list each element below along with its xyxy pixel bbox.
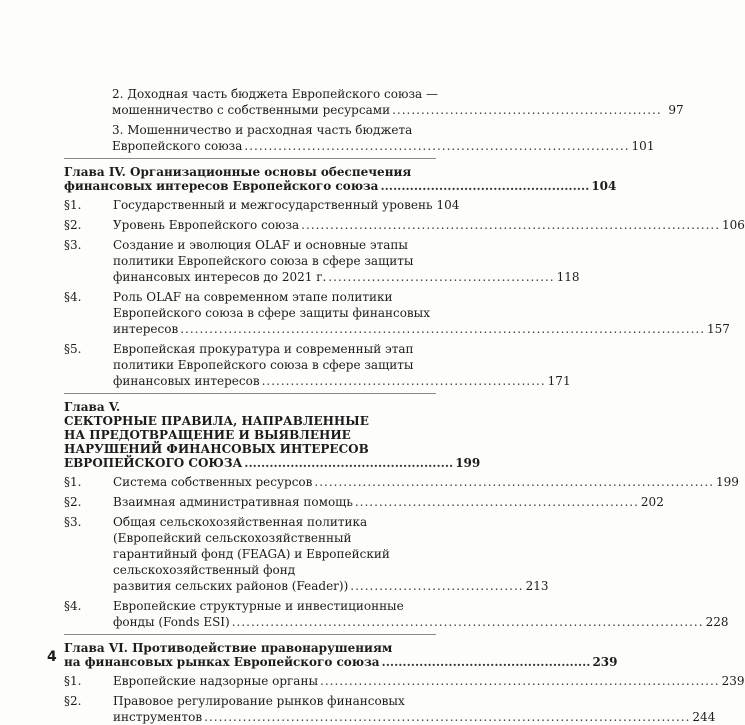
page-ref: 199	[455, 456, 481, 470]
leader-dots: ..................................................	[381, 655, 591, 669]
toc-section-5-3	[64, 514, 549, 594]
toc-section-4-5	[64, 341, 571, 389]
section-number: §1.	[64, 475, 82, 489]
page-ref: 239	[721, 674, 745, 688]
chapter-title: ЕВРОПЕЙСКОГО СОЮЗА	[64, 456, 243, 470]
toc-chapter-5	[64, 400, 481, 470]
page-ref: 118	[556, 270, 580, 284]
page-ref: 157	[707, 322, 730, 336]
entry-text: политики Европейского союза в сфере защиты	[113, 254, 414, 268]
chapter-title: Глава V.	[64, 400, 121, 414]
leader-dots: ................................................................................	[244, 139, 630, 153]
entry-text: политики Европейского союза в сфере защиты	[113, 358, 414, 372]
toc-section-5-1	[64, 474, 739, 490]
entry-text: финансовых интересов до 2021 г.	[113, 270, 327, 284]
page-ref: 104	[436, 198, 460, 212]
section-number: §4.	[64, 599, 82, 613]
entry-text: интересов	[113, 322, 179, 336]
leader-dots: ...........................................................	[261, 374, 546, 388]
page-ref: 202	[640, 495, 664, 509]
table-of-contents	[64, 86, 745, 725]
entry-text: инструментов	[113, 710, 203, 724]
entry-text: Европейского союза в сфере защиты финансовых	[113, 306, 430, 320]
entry-text: Европейские надзорные органы	[113, 674, 319, 688]
toc-section-6-2	[64, 693, 716, 725]
section-number: §1.	[64, 198, 82, 212]
entry-text: Общая сельскохозяйственная политика	[113, 515, 368, 529]
entry-text: Европейского союза	[112, 139, 243, 153]
chapter-title: Глава IV. Организационные основы обеспечения	[64, 165, 412, 179]
divider	[64, 393, 436, 394]
entry-text: фонды (Fonds ESI)	[113, 615, 230, 629]
toc-entry-budget-expense	[64, 122, 655, 154]
section-number: §4.	[64, 290, 82, 304]
chapter-title: Глава VI. Противодействие правонарушениям	[64, 641, 393, 655]
chapter-title: НА ПРЕДОТВРАЩЕНИЕ И ВЫЯВЛЕНИЕ	[64, 428, 351, 442]
page-ref: 199	[716, 475, 739, 489]
entry-text: гарантийный фонд (FEAGA) и Европейский	[113, 547, 390, 561]
toc-section-4-1	[64, 197, 460, 213]
section-number: §2.	[64, 495, 82, 509]
entry-text: Взаимная административная помощь	[113, 495, 353, 509]
page-ref: 106	[722, 218, 745, 232]
page-ref: 171	[547, 374, 571, 388]
section-number: §3.	[64, 238, 82, 252]
entry-text: Государственный и межгосударственный уровень	[113, 198, 433, 212]
section-number: §2.	[64, 694, 82, 708]
entry-text: Европейские структурные и инвестиционные	[113, 599, 404, 613]
leader-dots: ........................................................	[392, 103, 662, 117]
chapter-title: на финансовых рынках Европейского союза	[64, 655, 380, 669]
section-number: §3.	[64, 515, 82, 529]
section-number: §5.	[64, 342, 82, 356]
leader-dots: ...................................................................................	[314, 475, 715, 489]
leader-dots: ...........................................................	[354, 495, 639, 509]
chapter-title: финансовых интересов Европейского союза	[64, 179, 379, 193]
page-ref: 101	[631, 139, 655, 153]
leader-dots: ..................................................	[380, 179, 590, 193]
entry-text: мошенничество с собственными ресурсами	[112, 103, 391, 117]
toc-section-6-1	[64, 673, 745, 689]
page-ref: 239	[592, 655, 618, 669]
toc-section-4-4	[64, 289, 730, 337]
entry-text: Европейская прокуратура и современный этап	[113, 342, 414, 356]
entry-text: финансовых интересов	[113, 374, 260, 388]
entry-text: Уровень Европейского союза	[113, 218, 300, 232]
divider	[64, 634, 436, 635]
page-ref: 104	[591, 179, 617, 193]
toc-section-4-2	[64, 217, 745, 233]
toc-section-5-4	[64, 598, 729, 630]
page-ref: 244	[692, 710, 716, 724]
leader-dots: .....................................................................................................	[204, 710, 691, 724]
chapter-title: НАРУШЕНИЙ ФИНАНСОВЫХ ИНТЕРЕСОВ	[64, 442, 369, 456]
leader-dots: .............................................................................................................	[180, 322, 706, 336]
leader-dots: ...............................................	[328, 270, 555, 284]
entry-text: Правовое регулирование рынков финансовых	[113, 694, 405, 708]
section-number: §1.	[64, 674, 82, 688]
entry-text: сельскохозяйственный фонд	[113, 563, 296, 577]
leader-dots: ....................................	[350, 579, 524, 593]
page-ref: 228	[705, 615, 729, 629]
chapter-title: СЕКТОРНЫЕ ПРАВИЛА, НАПРАВЛЕННЫЕ	[64, 414, 369, 428]
leader-dots: ..................................................................................................	[231, 615, 704, 629]
page-ref: 213	[525, 579, 549, 593]
entry-text: Создание и эволюция OLAF и основные этапы	[113, 238, 408, 252]
divider	[64, 158, 436, 159]
toc-chapter-4	[64, 165, 617, 193]
toc-section-5-2	[64, 494, 664, 510]
entry-text: (Европейский сельскохозяйственный	[113, 531, 352, 545]
entry-text: 2. Доходная часть бюджета Европейского союза —	[112, 87, 438, 101]
toc-section-4-3	[64, 237, 580, 285]
leader-dots: ...................................................................................	[320, 674, 720, 688]
section-number: §2.	[64, 218, 82, 232]
entry-text: 3. Мошенничество и расходная часть бюджета	[112, 123, 413, 137]
toc-chapter-6	[64, 641, 618, 669]
leader-dots: ..................................................	[244, 456, 454, 470]
page-ref: 97	[668, 103, 684, 117]
leader-dots: .......................................................................................	[301, 218, 721, 232]
entry-text: Роль OLAF на современном этапе политики	[113, 290, 393, 304]
page-number: 4	[47, 649, 57, 665]
entry-text: развития сельских районов (Feader))	[113, 579, 349, 593]
toc-entry-budget-revenue	[64, 86, 684, 118]
entry-text: Система собственных ресурсов	[113, 475, 313, 489]
